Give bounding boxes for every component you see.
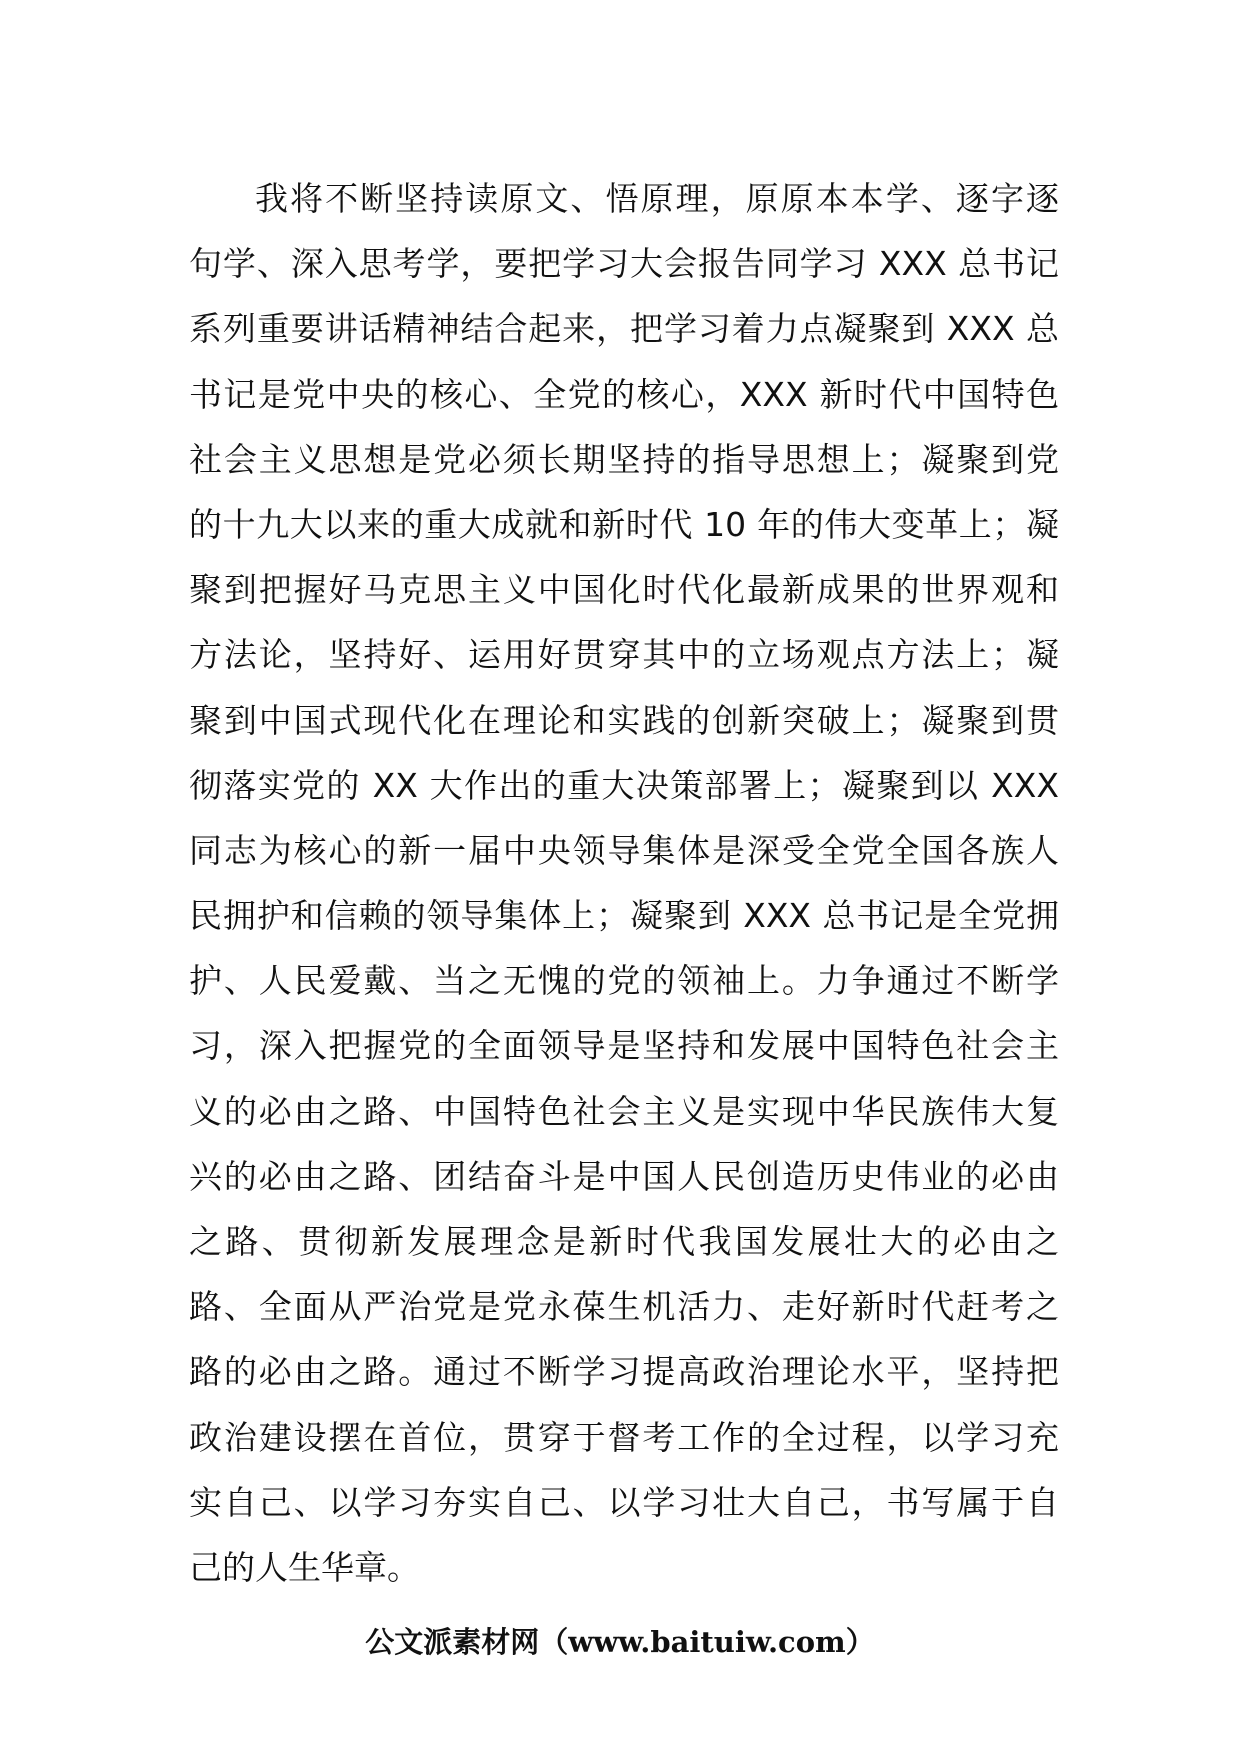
footer-source: 公文派素材网（www.baituiw.com） [365, 1625, 875, 1659]
paragraph-line: 系列重要讲话精神结合起来，把学习着力点凝聚到 XXX 总 [189, 309, 1059, 349]
paragraph-line: 的十九大以来的重大成就和新时代 10 年的伟大变革上；凝 [189, 504, 1059, 544]
paragraph-line: 同志为核心的新一届中央领导集体是深受全党全国各族人 [189, 830, 1059, 870]
paragraph-line: 政治建设摆在首位，贯穿于督考工作的全过程，以学习充 [189, 1417, 1059, 1457]
paragraph-line: 彻落实党的 XX 大作出的重大决策部署上；凝聚到以 XXX [189, 765, 1059, 805]
paragraph-line: 之路、贯彻新发展理念是新时代我国发展壮大的必由之 [189, 1222, 1059, 1261]
paragraph-line: 路、全面从严治党是党永葆生机活力、走好新时代赶考之 [189, 1287, 1059, 1327]
paragraph-line: 义的必由之路、中国特色社会主义是实现中华民族伟大复 [189, 1091, 1059, 1131]
paragraph-line: 聚到中国式现代化在理论和实践的创新突破上；凝聚到贯 [189, 700, 1059, 740]
paragraph-line: 社会主义思想是党必须长期坚持的指导思想上；凝聚到党 [189, 439, 1059, 479]
paragraph-line: 护、人民爱戴、当之无愧的党的领袖上。力争通过不断学 [189, 961, 1059, 1001]
paragraph-line: 句学、深入思考学，要把学习大会报告同学习 XXX 总书记 [189, 244, 1059, 284]
paragraph-line: 方法论，坚持好、运用好贯穿其中的立场观点方法上；凝 [189, 635, 1059, 675]
paragraph-line: 实自己、以学习夯实自己、以学习壮大自己，书写属于自 [189, 1482, 1059, 1522]
paragraph-line: 我将不断坚持读原文、悟原理，原原本本学、逐字逐 [255, 179, 1059, 218]
paragraph-line: 聚到把握好马克思主义中国化时代化最新成果的世界观和 [189, 570, 1059, 610]
paragraph-line: 习，深入把握党的全面领导是坚持和发展中国特色社会主 [189, 1026, 1059, 1066]
paragraph-line: 己的人生华章。 [189, 1547, 420, 1587]
paragraph-line: 民拥护和信赖的领导集体上；凝聚到 XXX 总书记是全党拥 [189, 896, 1059, 936]
paragraph-line: 兴的必由之路、团结奋斗是中国人民创造历史伟业的必由 [189, 1156, 1059, 1196]
body-paragraph [189, 166, 1059, 1600]
paragraph-line: 路的必由之路。通过不断学习提高政治理论水平，坚持把 [189, 1352, 1059, 1392]
paragraph-line: 书记是党中央的核心、全党的核心，XXX 新时代中国特色 [189, 374, 1059, 414]
